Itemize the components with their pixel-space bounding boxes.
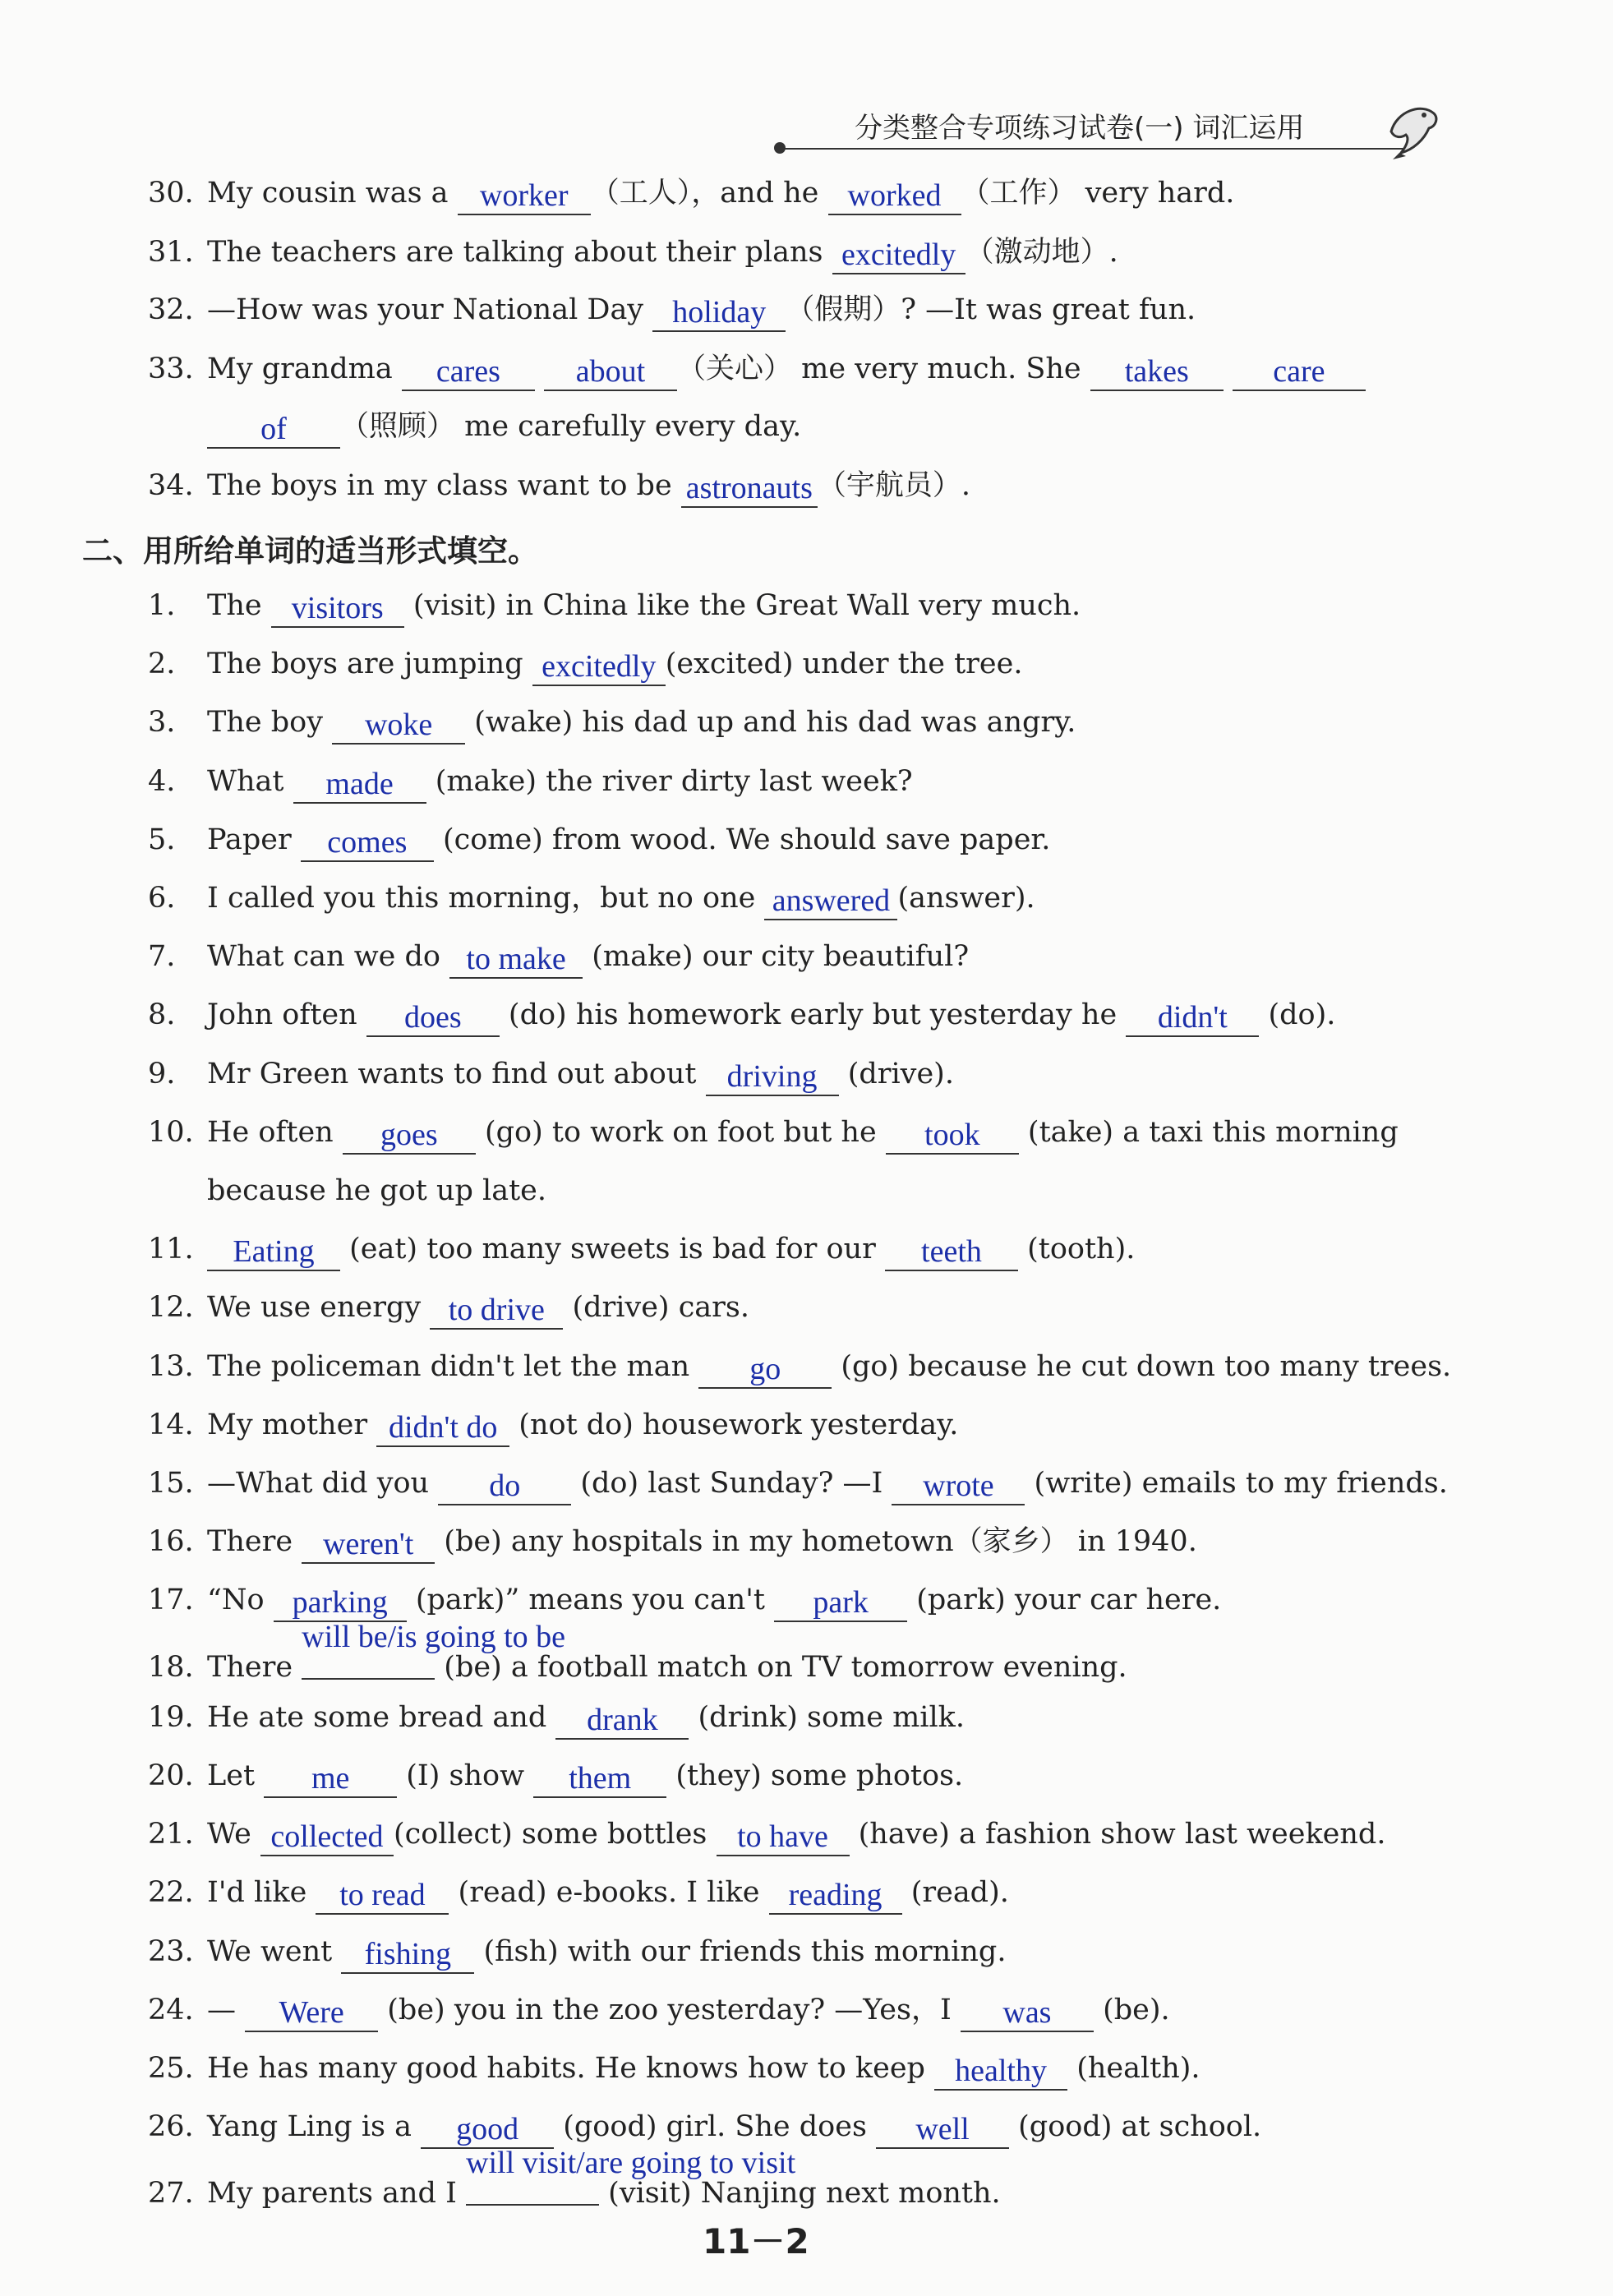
item-text: (visit) Nanjing next month.	[599, 2177, 1001, 2210]
item-number: 26.	[148, 2110, 194, 2143]
item-text: The	[207, 589, 271, 622]
item-number: 11.	[148, 1233, 194, 1266]
answer-blank[interactable]: of	[207, 411, 340, 449]
part2-item	[148, 643, 1022, 688]
item-text: (park)” means you can't	[406, 1584, 775, 1616]
item-text: (tooth).	[1017, 1233, 1136, 1266]
item-text: (do).	[1259, 998, 1336, 1031]
item-text: (collect) some bottles	[393, 1818, 717, 1851]
answer-blank[interactable]: Were	[245, 1994, 378, 2032]
item-text: The boy	[207, 706, 333, 739]
item-text: (park) your car here.	[907, 1584, 1222, 1616]
answer-blank[interactable]: them	[533, 1760, 666, 1798]
answer-text: will be/is going to be	[302, 1620, 566, 1654]
item-text: There	[207, 1651, 302, 1684]
part2-item	[148, 1755, 963, 1800]
answer-blank[interactable]: parking	[274, 1584, 407, 1622]
item-text: My parents and I	[207, 2177, 467, 2210]
item-text: Mr Green wants to find out about	[207, 1058, 706, 1090]
item-text: （工人），and he	[590, 177, 828, 210]
item-number: 27.	[148, 2177, 194, 2210]
part2-item	[148, 1463, 1448, 1507]
answer-blank[interactable]: takes	[1090, 353, 1224, 391]
answer-blank[interactable]: go	[698, 1351, 832, 1389]
item-text: (go) to work on foot but he	[475, 1116, 886, 1149]
part2-item	[148, 2048, 1201, 2092]
item-number: 34.	[148, 469, 194, 502]
item-text: He has many good habits. He knows how to keep	[207, 2052, 935, 2085]
answer-blank[interactable]: astronauts	[681, 470, 818, 508]
item-text: What	[207, 765, 293, 798]
header-title: 分类整合专项练习试卷(一) 词汇运用	[855, 112, 1305, 145]
answer-blank[interactable]: park	[774, 1584, 907, 1622]
answer-blank[interactable]: goes	[343, 1117, 476, 1155]
item-text: There	[207, 1525, 302, 1558]
part2-item	[148, 1053, 954, 1098]
item-number: 12.	[148, 1291, 194, 1324]
part2-item	[148, 702, 1076, 746]
item-text: (fish) with our friends this morning.	[474, 1935, 1007, 1968]
part2-item	[148, 585, 1081, 629]
item-text: —What did you	[207, 1467, 439, 1500]
answer-blank[interactable]: woke	[332, 707, 465, 745]
item-number: 14.	[148, 1408, 194, 1441]
item-text: （假期）? —It was great fun.	[786, 293, 1196, 326]
item-text: (visit) in China like the Great Wall very much.	[403, 589, 1081, 622]
item-text: (take) a taxi this morning	[1018, 1116, 1399, 1149]
answer-blank[interactable]: visitors	[271, 590, 404, 628]
answer-blank[interactable]: to have	[717, 1819, 850, 1856]
item-text: （激动地）.	[965, 236, 1118, 269]
part2-item	[148, 2106, 1261, 2151]
item-number: 21.	[148, 1818, 194, 1851]
item-text: What can we do	[207, 940, 450, 973]
part2-item	[148, 878, 1035, 922]
answer-blank[interactable]: cares	[402, 353, 535, 391]
answer-blank[interactable]: drank	[555, 1702, 689, 1740]
item-text: (write) emails to my friends.	[1025, 1467, 1448, 1500]
item-text: (they) some photos.	[666, 1759, 964, 1792]
item-number: 33.	[148, 353, 194, 385]
answer-blank[interactable]: took	[886, 1117, 1019, 1155]
item-number: 17.	[148, 1584, 194, 1616]
item-text: —	[207, 1994, 246, 2026]
answer-blank[interactable]	[466, 2146, 796, 2206]
item-number: 8.	[148, 998, 176, 1031]
item-text: (be) you in the zoo yesterday? —Yes，I	[378, 1994, 961, 2026]
item-text: （照顾） me carefully every day.	[340, 410, 802, 443]
part1-item	[148, 289, 1196, 334]
item-text: (make) our city beautiful?	[583, 940, 970, 973]
item-text: (do) his homework early but yesterday he	[499, 998, 1127, 1031]
answer-blank[interactable]: worked	[828, 178, 961, 215]
part2-item	[148, 2146, 1001, 2210]
part2-item	[148, 1112, 1399, 1156]
answer-blank[interactable]: driving	[706, 1058, 839, 1096]
item-text: because he got up late.	[207, 1174, 547, 1207]
item-text: (drive) cars.	[563, 1291, 749, 1324]
item-text: The teachers are talking about their plans	[207, 236, 832, 269]
item-text: (I) show	[397, 1759, 534, 1792]
part2-item	[148, 1346, 1451, 1390]
item-number: 24.	[148, 1994, 194, 2026]
item-text: (not do) housework yesterday.	[509, 1408, 959, 1441]
item-text: He ate some bread and	[207, 1701, 556, 1734]
part2-item	[148, 994, 1335, 1039]
answer-blank[interactable]: to drive	[430, 1292, 563, 1330]
item-text	[1224, 353, 1233, 385]
answer-blank[interactable]: well	[876, 2111, 1009, 2149]
part2-item	[148, 819, 1050, 864]
item-text: (good) at school.	[1009, 2110, 1262, 2143]
item-number: 13.	[148, 1350, 194, 1383]
answer-blank[interactable]: good	[421, 2111, 554, 2149]
item-text: (come) from wood. We should save paper.	[433, 823, 1051, 856]
item-number: 6.	[148, 882, 176, 915]
header-rule	[781, 148, 1405, 150]
item-text: My mother	[207, 1408, 377, 1441]
answer-blank[interactable]: wrote	[892, 1468, 1025, 1505]
answer-blank[interactable]: healthy	[934, 2053, 1067, 2091]
answer-blank[interactable]: excitedly	[532, 648, 666, 686]
answer-blank[interactable]: does	[366, 999, 500, 1037]
item-text: (eat) too many sweets is bad for our	[340, 1233, 885, 1266]
item-text: （工作） very hard.	[961, 177, 1235, 210]
answer-blank[interactable]: teeth	[885, 1233, 1018, 1271]
item-text: (drink) some milk.	[689, 1701, 965, 1734]
item-text: (do) last Sunday? —I	[571, 1467, 892, 1500]
part2-item	[148, 1287, 749, 1331]
item-number: 20.	[148, 1759, 194, 1792]
item-text: I'd like	[207, 1876, 316, 1909]
answer-blank[interactable]: didn't	[1126, 999, 1259, 1037]
item-number: 4.	[148, 765, 176, 798]
answer-blank[interactable]: made	[293, 766, 426, 804]
part2-item	[148, 1620, 1127, 1684]
part2-item	[148, 1931, 1006, 1976]
item-number: 23.	[148, 1935, 194, 1968]
item-text: Let	[207, 1759, 265, 1792]
item-number: 5.	[148, 823, 176, 856]
item-text: “No	[207, 1584, 274, 1616]
item-number: 32.	[148, 293, 194, 326]
item-number: 3.	[148, 706, 176, 739]
part1-item	[207, 406, 801, 450]
item-number: 18.	[148, 1651, 194, 1684]
page-number: 11－2	[703, 2221, 809, 2261]
answer-blank[interactable]: Eating	[207, 1233, 340, 1271]
item-text: （宇航员）.	[817, 469, 971, 502]
item-text: We use energy	[207, 1291, 431, 1324]
item-text: (drive).	[838, 1058, 954, 1090]
part2-item	[148, 761, 913, 805]
item-number: 25.	[148, 2052, 194, 2085]
answer-blank[interactable]: reading	[769, 1877, 902, 1915]
dolphin-icon	[1385, 99, 1442, 160]
item-text: (make) the river dirty last week?	[426, 765, 913, 798]
item-number: 10.	[148, 1116, 194, 1149]
part2-item	[148, 1989, 1170, 2034]
answer-blank[interactable]: to make	[449, 941, 583, 979]
part1-item	[148, 465, 970, 509]
answer-blank[interactable]: do	[438, 1468, 571, 1505]
item-text: My cousin was a	[207, 177, 458, 210]
item-text: (be) a football match on TV tomorrow evening.	[435, 1651, 1127, 1684]
item-number: 22.	[148, 1876, 194, 1909]
answer-blank[interactable]: about	[544, 353, 677, 391]
item-text: (read).	[901, 1876, 1009, 1909]
item-text: John often	[207, 998, 366, 1031]
part1-item	[148, 232, 1118, 276]
item-number: 31.	[148, 236, 194, 269]
section-title: 二、用所给单词的适当形式填空。	[82, 533, 538, 569]
item-text: Yang Ling is a	[207, 2110, 422, 2143]
part2-item	[148, 1229, 1135, 1273]
item-number: 1.	[148, 589, 176, 622]
item-text: I called you this morning，but no one	[207, 882, 765, 915]
item-text: (read) e-books. I like	[449, 1876, 769, 1909]
answer-blank[interactable]: collected	[260, 1819, 394, 1856]
item-number: 7.	[148, 940, 176, 973]
item-text: My grandma	[207, 353, 402, 385]
item-text: The boys are jumping	[207, 648, 532, 680]
answer-blank[interactable]: answered	[764, 883, 897, 920]
part2-item	[148, 1579, 1221, 1624]
part2-item	[148, 936, 969, 980]
answer-text: will visit/are going to visit	[466, 2146, 796, 2180]
item-text: (health).	[1067, 2052, 1201, 2085]
answer-blank[interactable]: worker	[458, 178, 591, 215]
part2-item	[207, 1170, 546, 1215]
answer-blank[interactable]: comes	[301, 824, 434, 862]
item-number: 19.	[148, 1701, 194, 1734]
item-text: The boys in my class want to be	[207, 469, 681, 502]
part1-item	[148, 173, 1234, 217]
item-number: 15.	[148, 1467, 194, 1500]
answer-blank[interactable]: weren't	[302, 1526, 435, 1564]
answer-blank[interactable]: care	[1233, 353, 1366, 391]
item-text: He often	[207, 1116, 343, 1149]
item-text: (go) because he cut down too many trees.	[832, 1350, 1452, 1383]
item-text: (wake) his dad up and his dad was angry.	[465, 706, 1076, 739]
answer-blank[interactable]: didn't do	[376, 1409, 509, 1447]
item-text: (be).	[1093, 1994, 1170, 2026]
item-text: （关心） me very much. She	[677, 353, 1090, 385]
answer-blank[interactable]: holiday	[652, 294, 786, 332]
item-text	[535, 353, 544, 385]
part2-item	[148, 1521, 1197, 1565]
item-number: 9.	[148, 1058, 176, 1090]
answer-blank[interactable]: fishing	[341, 1936, 474, 1974]
answer-blank[interactable]: to read	[316, 1877, 449, 1915]
item-text: The policeman didn't let the man	[207, 1350, 699, 1383]
part1-item	[148, 348, 1366, 393]
item-text: (excited) under the tree.	[665, 648, 1023, 680]
answer-blank[interactable]	[302, 1620, 566, 1680]
part2-item	[148, 1872, 1009, 1916]
item-number: 30.	[148, 177, 194, 210]
part2-item	[148, 1814, 1385, 1858]
item-number: 2.	[148, 648, 176, 680]
answer-blank[interactable]: excitedly	[832, 237, 965, 274]
item-text: Paper	[207, 823, 301, 856]
answer-blank[interactable]: was	[961, 1994, 1094, 2032]
item-number: 16.	[148, 1525, 194, 1558]
item-text: (be) any hospitals in my hometown（家乡） in 1940.	[435, 1525, 1197, 1558]
answer-blank[interactable]: me	[264, 1760, 397, 1798]
item-text: —How was your National Day	[207, 293, 653, 326]
item-text: (have) a fashion show last weekend.	[849, 1818, 1386, 1851]
item-text: We	[207, 1818, 260, 1851]
part2-item	[148, 1404, 958, 1449]
item-text: (good) girl. She does	[554, 2110, 877, 2143]
item-text: (answer).	[897, 882, 1035, 915]
item-text: We went	[207, 1935, 342, 1968]
part2-item	[148, 1697, 965, 1741]
page-header	[781, 105, 1438, 154]
